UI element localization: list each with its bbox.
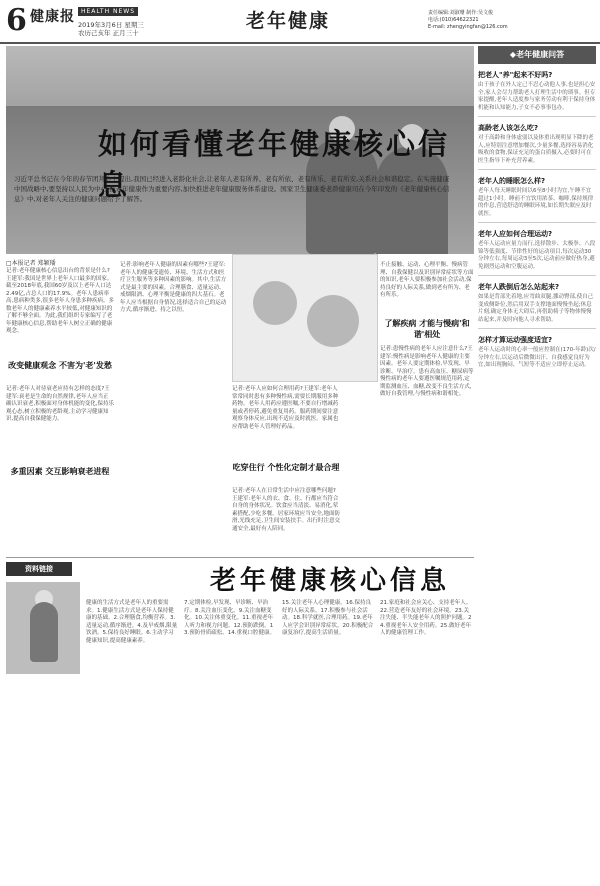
editor-email: E-mail: zhengyingfan@126.com [428,24,508,30]
main-headline: 如何看懂老年健康核心信息 [98,127,451,202]
article-col-1: 记者:老年健康核心信息出台的背景是什么?王建军:我国是世界上老年人口最多的国家。截至2018年底,我国60岁及以上老年人口达2.49亿,占总人口的17.9%。老年人患病率高,患病种类多,很多老年人身患多种疾病。多数老年人的健康素养水平较低,对健康知识的了解不够全面。为此,我们组织专家编写了老年健康核心信息,帮助老年人树立正确的健康观念。 [6,268,114,334]
sidebar-qa [478,46,596,878]
date-line-1: 2019年3月6日 星期三 [78,21,144,29]
article-col-3: 记者:老年人应如何合理用药?王建军:老年人常常同时患有多种慢性病,需要长期服用多种药物。老年人用药应遵医嘱,不要自行增减药量或者停药,避免重复用药。服药期间要注意观察身体反应,出现不适应及时就医。家属也应帮助老年人管理好药品。 [232,386,339,430]
section-divider [6,557,474,558]
editor-names: 责任编辑:刘淑珊 制作:吴文俊 [428,10,493,16]
link-col-4: 21.家庭和社会应关心、支持老年人。22.营造老年友好的社会环境。23.关注失能、半失能老年人的照护问题。24.重视老年人安全用药。25.做好老年人的健康管理工作。 [380,600,472,636]
sidebar-divider [478,116,596,117]
sidebar-answer: 老年人运动应量力而行,选择散步、太极拳、八段锦等低强度、节律性好的运动项目,每次运动30分钟左右,每周运动3至5次,运动前应做好热身,避免剧烈运动和空腹运动。 [478,241,596,270]
sidebar-question: 老年人的睡眠怎么样? [478,177,546,185]
hero-photo [6,46,474,254]
subhead-4: 了解疾病 才能与慢病'和谐'相处 [384,319,470,339]
sidebar-answer: 老年人运动时的心率一般应控制在(170-年龄)次/分钟左右,以运动后微微出汗、自我感觉良好为宜,如出现胸闷、气短等不适应立即停止运动。 [478,347,596,368]
sidebar-item [478,282,596,329]
sidebar-item [478,176,596,223]
editor-info [428,10,508,31]
illustration-shape-2 [307,295,359,347]
english-tag: HEALTH NEWS [78,7,138,16]
sidebar-answer: 如果是背部先着地,应弯曲双腿,挪动臀部,使自己变成侧卧位,然后用双手支撑地面慢慢坐起;休息片刻,确定身体无大碍后,再借助椅子等物体慢慢站起来,并及时向他人寻求帮助。 [478,294,594,323]
article-col-4: 不止接触、运动、心理平衡、慢病管理、自我保健以及识别异常症状等方面的知识,老年人要积极参加社会活动,保持良好的人际关系,做到老有所为、老有所乐。 [380,262,474,298]
sidebar-question: 老年人应如何合理运动? [478,230,553,238]
sidebar-header: ◆老年健康问答 [478,46,596,64]
link-title: 老年健康核心信息 [210,566,451,596]
date-line-2: 农历己亥年 正月三十 [78,29,139,37]
illustration-shape-1 [253,281,297,325]
sidebar-divider [478,275,596,276]
link-col-1: 健康的生活方式是老年人的重要需求。1.健康生活方式是老年人保持健康的基础。2.合理膳食,均衡营养。3.适量运动,循序渐进。4.及早戒烟,限量饮酒。5.保持良好睡眠。6.主动学习健康知识,提高健康素养。 [86,600,178,644]
sidebar-question: 高龄老人该怎么吃? [478,124,539,132]
masthead-rule [0,42,600,44]
subhead-3: 吃穿住行 个性化定制才最合理 [232,463,340,472]
sidebar-item [478,335,596,370]
link-col-3: 15.关注老年人心理健康。16.保持良好的人际关系。17.积极参与社会活动。18.科学就医,合理用药。19.老年人应学会识别异常症状。20.积极配合康复治疗,提高生活质量。 [282,600,374,636]
link-photo-figure [30,602,58,662]
article-col-4b: 记者:患慢性病的老年人应注意什么?王建军:慢性病是影响老年人健康的主要因素。老年人要定期体检,早发现、早诊断、早治疗。患有高血压、糖尿病等慢性病的老年人要遵医嘱规范用药,定期监测血压、血糖,改变不良生活方式,做好自我管理,与慢性病和谐相处。 [380,346,474,397]
sidebar-divider [478,222,596,223]
hero-lead-text: 习近平总书记在今年的春节团拜会上提出,我国已经进入老龄化社会,让老年人老有所养、老有所依、老有所乐、老有所安,关系社会和谐稳定。在实施健康中国战略中,要坚持以人民为中心,把老年健康作为重要内容,加快推进老年健康服务体系建设。国家卫生健康委老龄健康司在今年印发的《老年健康核心信息》中,对老年人关注的健康问题给予了解答。 [14,175,450,203]
sidebar-answer: 老年人每天睡眠时间以6至8小时为宜,午睡不宜超过1小时。睡前不宜饮用浓茶、咖啡,保持规律的作息,营造舒适的睡眠环境,如长期失眠应及时就医。 [478,188,594,217]
link-col-2: 7.定期体检,早发现、早诊断、早治疗。8.关注血压变化。9.关注血糖变化。10.关注体重变化。11.重视老年人听力和视力问题。12.预防跌倒。13.预防骨质疏松。14.重视口腔健康。 [184,600,275,636]
sidebar-question: 老年人跌倒后怎么站起来? [478,283,560,291]
sidebar-item [478,70,596,117]
sidebar-answer: 对于高龄和身体虚弱以及体重出现明显下降的老人,应特别注意增加餐次,少量多餐,选择容易消化吸收的食物,保证充足的蛋白质摄入,必要时可在医生指导下补充营养素。 [478,135,594,164]
link-label: 资料链接 [6,562,72,576]
editor-phone: 电话:(010)64622321 [428,17,479,23]
article-illustration [232,254,378,382]
subhead-1: 改变健康观念 不害为'老'发愁 [8,361,112,370]
article-col-1b: 记者:老年人对待衰老应持有怎样的态度?王建军:衰老是生命的自然规律,老年人应当正确认识衰老,积极面对身体机能的变化,保持乐观心态,树立积极的老龄观,主动学习健康知识,提高自我保健能力。 [6,386,114,422]
page-number: 6 [6,3,27,38]
subhead-2: 多重因素 交互影响衰老进程 [10,467,110,476]
sidebar-item [478,123,596,170]
masthead [0,0,600,44]
sidebar-question: 怎样才算运动强度适宜? [478,336,553,344]
date-line [78,21,144,37]
link-photo [6,582,80,674]
article-col-2: 记者:影响老年人健康的因素有哪些?王建军:老年人的健康受遗传、环境、生活方式和医疗卫生服务等多种因素的影响。其中,生活方式是最主要的因素。合理膳食、适量运动、戒烟限酒、心理平衡是健康的四大基石。老年人应当根据自身情况,选择适合自己的运动方式,循序渐进、持之以恒。 [120,262,227,313]
sidebar-question: 把老人"养"起来不好吗? [478,71,553,79]
paper-name: 健康报 [30,9,75,25]
article-col-3b: 记者:老年人在日常生活中应注意哪些问题?王建军:老年人的衣、食、住、行都应当符合自身的身体状况。饮食应当清淡、易消化,荤素搭配,少吃多餐。居家环境应当安全,地面防滑,光线充足,卫生间安装扶手。出行时注意交通安全,最好有人陪同。 [232,488,340,532]
sidebar-divider [478,328,596,329]
sidebar-divider [478,169,596,170]
sidebar-answer: 由于孩子在外人定己不忍心动他人事,也是担心安全,家人会尽力帮助老人打理生活中的琐事。但专家提醒,老年人适度参与家务劳动有利于保持身体机能和认知能力,子女不必事事包办。 [478,82,596,111]
sidebar-item [478,229,596,276]
byline: □本报记者 郑颖璠 [6,260,56,267]
section-title: 老年健康 [246,10,331,32]
